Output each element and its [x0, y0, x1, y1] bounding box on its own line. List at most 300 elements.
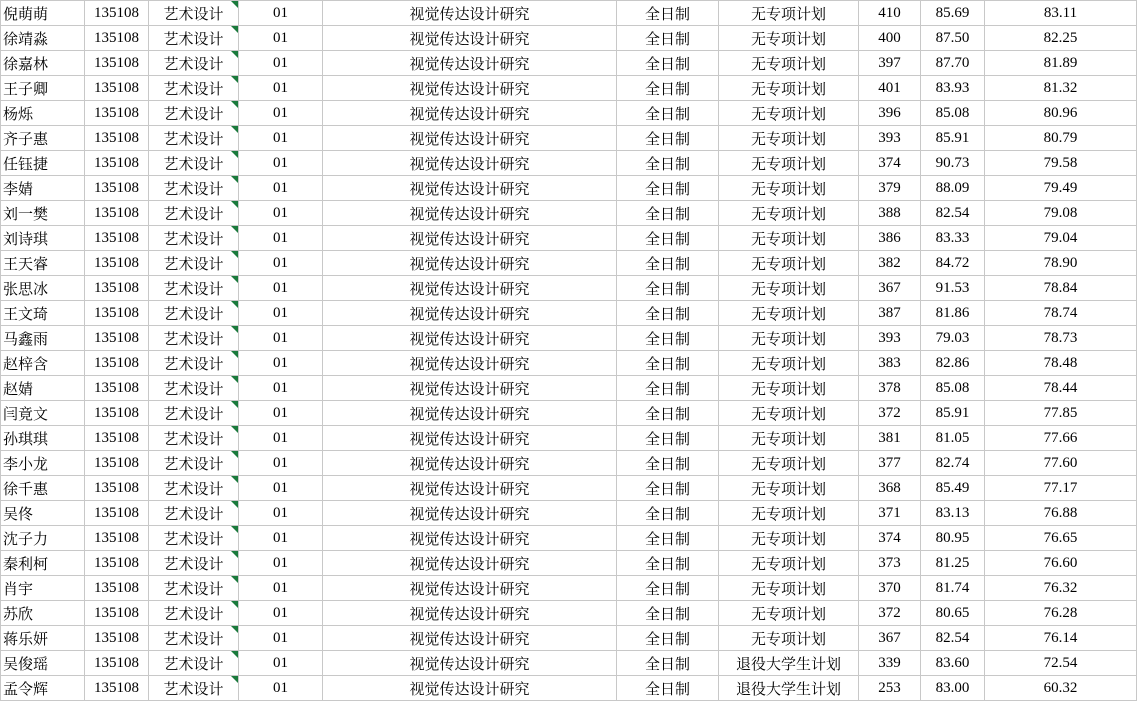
direction-code-cell: 01 [239, 301, 323, 326]
applicant-name-cell: 孙琪琪 [1, 426, 85, 451]
major-code-cell: 135108 [85, 151, 149, 176]
plan-type-cell: 退役大学生计划 [719, 651, 859, 676]
final-score-cell: 78.73 [985, 326, 1137, 351]
major-code-cell: 135108 [85, 351, 149, 376]
study-mode-cell: 全日制 [617, 251, 719, 276]
major-code-cell: 135108 [85, 676, 149, 701]
major-code-cell: 135108 [85, 601, 149, 626]
direction-code-cell: 01 [239, 176, 323, 201]
total-score-cell: 374 [859, 526, 921, 551]
direction-code-cell: 01 [239, 326, 323, 351]
research-field-cell: 视觉传达设计研究 [323, 26, 617, 51]
major-code-cell: 135108 [85, 476, 149, 501]
table-row [1, 201, 1137, 226]
applicant-name-cell: 孟令辉 [1, 676, 85, 701]
research-field-cell: 视觉传达设计研究 [323, 576, 617, 601]
plan-type-cell: 无专项计划 [719, 126, 859, 151]
study-mode-cell: 全日制 [617, 126, 719, 151]
study-mode-cell: 全日制 [617, 601, 719, 626]
plan-type-cell: 无专项计划 [719, 451, 859, 476]
study-mode-cell: 全日制 [617, 676, 719, 701]
total-score-cell: 383 [859, 351, 921, 376]
total-score-cell: 401 [859, 76, 921, 101]
comment-marker-icon [231, 551, 238, 558]
applicant-name-cell: 任钰捷 [1, 151, 85, 176]
major-name-cell: 艺术设计 [149, 101, 239, 126]
major-code-cell: 135108 [85, 301, 149, 326]
final-score-cell: 76.32 [985, 576, 1137, 601]
total-score-cell: 372 [859, 401, 921, 426]
plan-type-cell: 无专项计划 [719, 351, 859, 376]
direction-code-cell: 01 [239, 76, 323, 101]
research-field-cell: 视觉传达设计研究 [323, 501, 617, 526]
comment-marker-icon [231, 176, 238, 183]
total-score-cell: 372 [859, 601, 921, 626]
interview-score-cell: 91.53 [921, 276, 985, 301]
applicant-name-cell: 刘诗琪 [1, 226, 85, 251]
study-mode-cell: 全日制 [617, 501, 719, 526]
study-mode-cell: 全日制 [617, 1, 719, 26]
table-row [1, 126, 1137, 151]
interview-score-cell: 85.08 [921, 101, 985, 126]
study-mode-cell: 全日制 [617, 326, 719, 351]
major-code-cell: 135108 [85, 26, 149, 51]
final-score-cell: 79.49 [985, 176, 1137, 201]
plan-type-cell: 无专项计划 [719, 251, 859, 276]
table-row [1, 401, 1137, 426]
table-row [1, 426, 1137, 451]
comment-marker-icon [231, 501, 238, 508]
direction-code-cell: 01 [239, 626, 323, 651]
interview-score-cell: 85.91 [921, 401, 985, 426]
research-field-cell: 视觉传达设计研究 [323, 1, 617, 26]
study-mode-cell: 全日制 [617, 101, 719, 126]
table-row [1, 476, 1137, 501]
study-mode-cell: 全日制 [617, 526, 719, 551]
plan-type-cell: 无专项计划 [719, 1, 859, 26]
final-score-cell: 79.58 [985, 151, 1137, 176]
major-code-cell: 135108 [85, 126, 149, 151]
comment-marker-icon [231, 276, 238, 283]
major-name-cell: 艺术设计 [149, 201, 239, 226]
interview-score-cell: 88.09 [921, 176, 985, 201]
study-mode-cell: 全日制 [617, 301, 719, 326]
plan-type-cell: 无专项计划 [719, 576, 859, 601]
major-name-cell: 艺术设计 [149, 426, 239, 451]
major-name-cell: 艺术设计 [149, 226, 239, 251]
direction-code-cell: 01 [239, 526, 323, 551]
major-code-cell: 135108 [85, 326, 149, 351]
comment-marker-icon [231, 151, 238, 158]
major-name-cell: 艺术设计 [149, 401, 239, 426]
direction-code-cell: 01 [239, 151, 323, 176]
study-mode-cell: 全日制 [617, 626, 719, 651]
applicant-name-cell: 李婧 [1, 176, 85, 201]
applicant-name-cell: 李小龙 [1, 451, 85, 476]
applicant-name-cell: 肖宇 [1, 576, 85, 601]
major-code-cell: 135108 [85, 51, 149, 76]
applicant-name-cell: 马鑫雨 [1, 326, 85, 351]
research-field-cell: 视觉传达设计研究 [323, 276, 617, 301]
plan-type-cell: 无专项计划 [719, 426, 859, 451]
final-score-cell: 77.66 [985, 426, 1137, 451]
research-field-cell: 视觉传达设计研究 [323, 601, 617, 626]
study-mode-cell: 全日制 [617, 451, 719, 476]
plan-type-cell: 无专项计划 [719, 151, 859, 176]
major-name-cell: 艺术设计 [149, 176, 239, 201]
table-row [1, 351, 1137, 376]
final-score-cell: 80.79 [985, 126, 1137, 151]
applicant-name-cell: 倪萌萌 [1, 1, 85, 26]
research-field-cell: 视觉传达设计研究 [323, 126, 617, 151]
major-name-cell: 艺术设计 [149, 601, 239, 626]
research-field-cell: 视觉传达设计研究 [323, 101, 617, 126]
plan-type-cell: 无专项计划 [719, 551, 859, 576]
final-score-cell: 78.74 [985, 301, 1137, 326]
applicant-name-cell: 王子卿 [1, 76, 85, 101]
interview-score-cell: 81.05 [921, 426, 985, 451]
comment-marker-icon [231, 101, 238, 108]
plan-type-cell: 无专项计划 [719, 101, 859, 126]
direction-code-cell: 01 [239, 26, 323, 51]
final-score-cell: 81.32 [985, 76, 1137, 101]
table-row [1, 526, 1137, 551]
table-body [1, 1, 1137, 701]
comment-marker-icon [231, 376, 238, 383]
direction-code-cell: 01 [239, 351, 323, 376]
final-score-cell: 79.08 [985, 201, 1137, 226]
direction-code-cell: 01 [239, 576, 323, 601]
total-score-cell: 393 [859, 126, 921, 151]
research-field-cell: 视觉传达设计研究 [323, 51, 617, 76]
total-score-cell: 371 [859, 501, 921, 526]
comment-marker-icon [231, 51, 238, 58]
interview-score-cell: 82.54 [921, 201, 985, 226]
interview-score-cell: 82.86 [921, 351, 985, 376]
major-name-cell: 艺术设计 [149, 26, 239, 51]
research-field-cell: 视觉传达设计研究 [323, 176, 617, 201]
plan-type-cell: 无专项计划 [719, 476, 859, 501]
research-field-cell: 视觉传达设计研究 [323, 451, 617, 476]
total-score-cell: 379 [859, 176, 921, 201]
total-score-cell: 400 [859, 26, 921, 51]
applicant-name-cell: 王文琦 [1, 301, 85, 326]
direction-code-cell: 01 [239, 676, 323, 701]
major-name-cell: 艺术设计 [149, 276, 239, 301]
major-name-cell: 艺术设计 [149, 451, 239, 476]
interview-score-cell: 83.60 [921, 651, 985, 676]
plan-type-cell: 无专项计划 [719, 76, 859, 101]
major-name-cell: 艺术设计 [149, 626, 239, 651]
research-field-cell: 视觉传达设计研究 [323, 251, 617, 276]
plan-type-cell: 无专项计划 [719, 501, 859, 526]
direction-code-cell: 01 [239, 126, 323, 151]
comment-marker-icon [231, 226, 238, 233]
research-field-cell: 视觉传达设计研究 [323, 626, 617, 651]
table-row [1, 1, 1137, 26]
major-code-cell: 135108 [85, 226, 149, 251]
major-name-cell: 艺术设计 [149, 551, 239, 576]
major-code-cell: 135108 [85, 76, 149, 101]
research-field-cell: 视觉传达设计研究 [323, 476, 617, 501]
interview-score-cell: 87.50 [921, 26, 985, 51]
interview-score-cell: 85.08 [921, 376, 985, 401]
comment-marker-icon [231, 676, 238, 683]
plan-type-cell: 无专项计划 [719, 26, 859, 51]
table-row [1, 226, 1137, 251]
table-row [1, 101, 1137, 126]
major-code-cell: 135108 [85, 401, 149, 426]
major-name-cell: 艺术设计 [149, 126, 239, 151]
plan-type-cell: 无专项计划 [719, 626, 859, 651]
direction-code-cell: 01 [239, 226, 323, 251]
study-mode-cell: 全日制 [617, 476, 719, 501]
research-field-cell: 视觉传达设计研究 [323, 676, 617, 701]
interview-score-cell: 81.25 [921, 551, 985, 576]
study-mode-cell: 全日制 [617, 351, 719, 376]
plan-type-cell: 无专项计划 [719, 601, 859, 626]
comment-marker-icon [231, 576, 238, 583]
applicant-name-cell: 沈子力 [1, 526, 85, 551]
direction-code-cell: 01 [239, 251, 323, 276]
final-score-cell: 82.25 [985, 26, 1137, 51]
study-mode-cell: 全日制 [617, 226, 719, 251]
table-row [1, 501, 1137, 526]
research-field-cell: 视觉传达设计研究 [323, 226, 617, 251]
study-mode-cell: 全日制 [617, 426, 719, 451]
final-score-cell: 81.89 [985, 51, 1137, 76]
total-score-cell: 378 [859, 376, 921, 401]
major-code-cell: 135108 [85, 626, 149, 651]
direction-code-cell: 01 [239, 476, 323, 501]
total-score-cell: 370 [859, 576, 921, 601]
final-score-cell: 76.14 [985, 626, 1137, 651]
major-code-cell: 135108 [85, 651, 149, 676]
comment-marker-icon [231, 201, 238, 208]
major-name-cell: 艺术设计 [149, 526, 239, 551]
study-mode-cell: 全日制 [617, 576, 719, 601]
comment-marker-icon [231, 126, 238, 133]
total-score-cell: 381 [859, 426, 921, 451]
interview-score-cell: 82.54 [921, 626, 985, 651]
total-score-cell: 253 [859, 676, 921, 701]
major-code-cell: 135108 [85, 451, 149, 476]
research-field-cell: 视觉传达设计研究 [323, 351, 617, 376]
study-mode-cell: 全日制 [617, 551, 719, 576]
comment-marker-icon [231, 651, 238, 658]
table-row [1, 301, 1137, 326]
plan-type-cell: 无专项计划 [719, 301, 859, 326]
comment-marker-icon [231, 451, 238, 458]
table-row [1, 626, 1137, 651]
final-score-cell: 76.88 [985, 501, 1137, 526]
table-row [1, 326, 1137, 351]
direction-code-cell: 01 [239, 51, 323, 76]
research-field-cell: 视觉传达设计研究 [323, 376, 617, 401]
final-score-cell: 77.17 [985, 476, 1137, 501]
plan-type-cell: 无专项计划 [719, 201, 859, 226]
interview-score-cell: 81.86 [921, 301, 985, 326]
direction-code-cell: 01 [239, 601, 323, 626]
final-score-cell: 78.48 [985, 351, 1137, 376]
table-row [1, 576, 1137, 601]
plan-type-cell: 无专项计划 [719, 526, 859, 551]
final-score-cell: 72.54 [985, 651, 1137, 676]
applicant-name-cell: 赵婧 [1, 376, 85, 401]
major-code-cell: 135108 [85, 426, 149, 451]
table-row [1, 26, 1137, 51]
final-score-cell: 76.28 [985, 601, 1137, 626]
final-score-cell: 77.60 [985, 451, 1137, 476]
comment-marker-icon [231, 26, 238, 33]
table-row [1, 76, 1137, 101]
plan-type-cell: 无专项计划 [719, 176, 859, 201]
interview-score-cell: 80.95 [921, 526, 985, 551]
major-name-cell: 艺术设计 [149, 151, 239, 176]
final-score-cell: 83.11 [985, 1, 1137, 26]
study-mode-cell: 全日制 [617, 76, 719, 101]
major-name-cell: 艺术设计 [149, 476, 239, 501]
applicant-name-cell: 吴佟 [1, 501, 85, 526]
major-code-cell: 135108 [85, 201, 149, 226]
direction-code-cell: 01 [239, 276, 323, 301]
major-name-cell: 艺术设计 [149, 251, 239, 276]
applicant-name-cell: 闫竟文 [1, 401, 85, 426]
total-score-cell: 386 [859, 226, 921, 251]
direction-code-cell: 01 [239, 201, 323, 226]
final-score-cell: 79.04 [985, 226, 1137, 251]
major-code-cell: 135108 [85, 526, 149, 551]
major-name-cell: 艺术设计 [149, 1, 239, 26]
applicant-name-cell: 赵梓含 [1, 351, 85, 376]
applicant-name-cell: 徐靖淼 [1, 26, 85, 51]
study-mode-cell: 全日制 [617, 176, 719, 201]
applicant-name-cell: 徐千惠 [1, 476, 85, 501]
final-score-cell: 78.44 [985, 376, 1137, 401]
final-score-cell: 78.84 [985, 276, 1137, 301]
major-name-cell: 艺术设计 [149, 501, 239, 526]
research-field-cell: 视觉传达设计研究 [323, 401, 617, 426]
direction-code-cell: 01 [239, 426, 323, 451]
major-name-cell: 艺术设计 [149, 676, 239, 701]
total-score-cell: 339 [859, 651, 921, 676]
comment-marker-icon [231, 76, 238, 83]
table-row [1, 676, 1137, 701]
direction-code-cell: 01 [239, 401, 323, 426]
research-field-cell: 视觉传达设计研究 [323, 201, 617, 226]
comment-marker-icon [231, 326, 238, 333]
total-score-cell: 410 [859, 1, 921, 26]
plan-type-cell: 无专项计划 [719, 401, 859, 426]
major-name-cell: 艺术设计 [149, 351, 239, 376]
research-field-cell: 视觉传达设计研究 [323, 426, 617, 451]
total-score-cell: 396 [859, 101, 921, 126]
total-score-cell: 393 [859, 326, 921, 351]
major-name-cell: 艺术设计 [149, 651, 239, 676]
total-score-cell: 377 [859, 451, 921, 476]
interview-score-cell: 80.65 [921, 601, 985, 626]
final-score-cell: 76.65 [985, 526, 1137, 551]
final-score-cell: 76.60 [985, 551, 1137, 576]
final-score-cell: 78.90 [985, 251, 1137, 276]
applicant-name-cell: 苏欣 [1, 601, 85, 626]
comment-marker-icon [231, 351, 238, 358]
direction-code-cell: 01 [239, 101, 323, 126]
total-score-cell: 388 [859, 201, 921, 226]
applicant-name-cell: 秦利柯 [1, 551, 85, 576]
interview-score-cell: 83.93 [921, 76, 985, 101]
major-name-cell: 艺术设计 [149, 576, 239, 601]
direction-code-cell: 01 [239, 376, 323, 401]
comment-marker-icon [231, 1, 238, 8]
table-row [1, 651, 1137, 676]
applicant-name-cell: 王天睿 [1, 251, 85, 276]
total-score-cell: 367 [859, 276, 921, 301]
interview-score-cell: 85.49 [921, 476, 985, 501]
table-row [1, 451, 1137, 476]
interview-score-cell: 83.13 [921, 501, 985, 526]
plan-type-cell: 退役大学生计划 [719, 676, 859, 701]
applicant-name-cell: 蒋乐妍 [1, 626, 85, 651]
comment-marker-icon [231, 476, 238, 483]
total-score-cell: 368 [859, 476, 921, 501]
total-score-cell: 367 [859, 626, 921, 651]
research-field-cell: 视觉传达设计研究 [323, 551, 617, 576]
table-row [1, 551, 1137, 576]
direction-code-cell: 01 [239, 451, 323, 476]
research-field-cell: 视觉传达设计研究 [323, 76, 617, 101]
study-mode-cell: 全日制 [617, 401, 719, 426]
plan-type-cell: 无专项计划 [719, 226, 859, 251]
direction-code-cell: 01 [239, 651, 323, 676]
interview-score-cell: 81.74 [921, 576, 985, 601]
direction-code-cell: 01 [239, 1, 323, 26]
comment-marker-icon [231, 426, 238, 433]
major-name-cell: 艺术设计 [149, 376, 239, 401]
table-row [1, 276, 1137, 301]
direction-code-cell: 01 [239, 501, 323, 526]
major-code-cell: 135108 [85, 501, 149, 526]
study-mode-cell: 全日制 [617, 51, 719, 76]
study-mode-cell: 全日制 [617, 26, 719, 51]
study-mode-cell: 全日制 [617, 201, 719, 226]
applicant-name-cell: 吴俊瑶 [1, 651, 85, 676]
major-code-cell: 135108 [85, 251, 149, 276]
research-field-cell: 视觉传达设计研究 [323, 151, 617, 176]
research-field-cell: 视觉传达设计研究 [323, 526, 617, 551]
applicant-name-cell: 杨烁 [1, 101, 85, 126]
comment-marker-icon [231, 601, 238, 608]
final-score-cell: 77.85 [985, 401, 1137, 426]
plan-type-cell: 无专项计划 [719, 51, 859, 76]
study-mode-cell: 全日制 [617, 376, 719, 401]
total-score-cell: 373 [859, 551, 921, 576]
major-name-cell: 艺术设计 [149, 326, 239, 351]
applicant-name-cell: 张思冰 [1, 276, 85, 301]
major-code-cell: 135108 [85, 101, 149, 126]
research-field-cell: 视觉传达设计研究 [323, 301, 617, 326]
plan-type-cell: 无专项计划 [719, 376, 859, 401]
comment-marker-icon [231, 251, 238, 258]
total-score-cell: 387 [859, 301, 921, 326]
major-code-cell: 135108 [85, 376, 149, 401]
major-name-cell: 艺术设计 [149, 51, 239, 76]
direction-code-cell: 01 [239, 551, 323, 576]
research-field-cell: 视觉传达设计研究 [323, 651, 617, 676]
interview-score-cell: 87.70 [921, 51, 985, 76]
table-row [1, 376, 1137, 401]
final-score-cell: 80.96 [985, 101, 1137, 126]
